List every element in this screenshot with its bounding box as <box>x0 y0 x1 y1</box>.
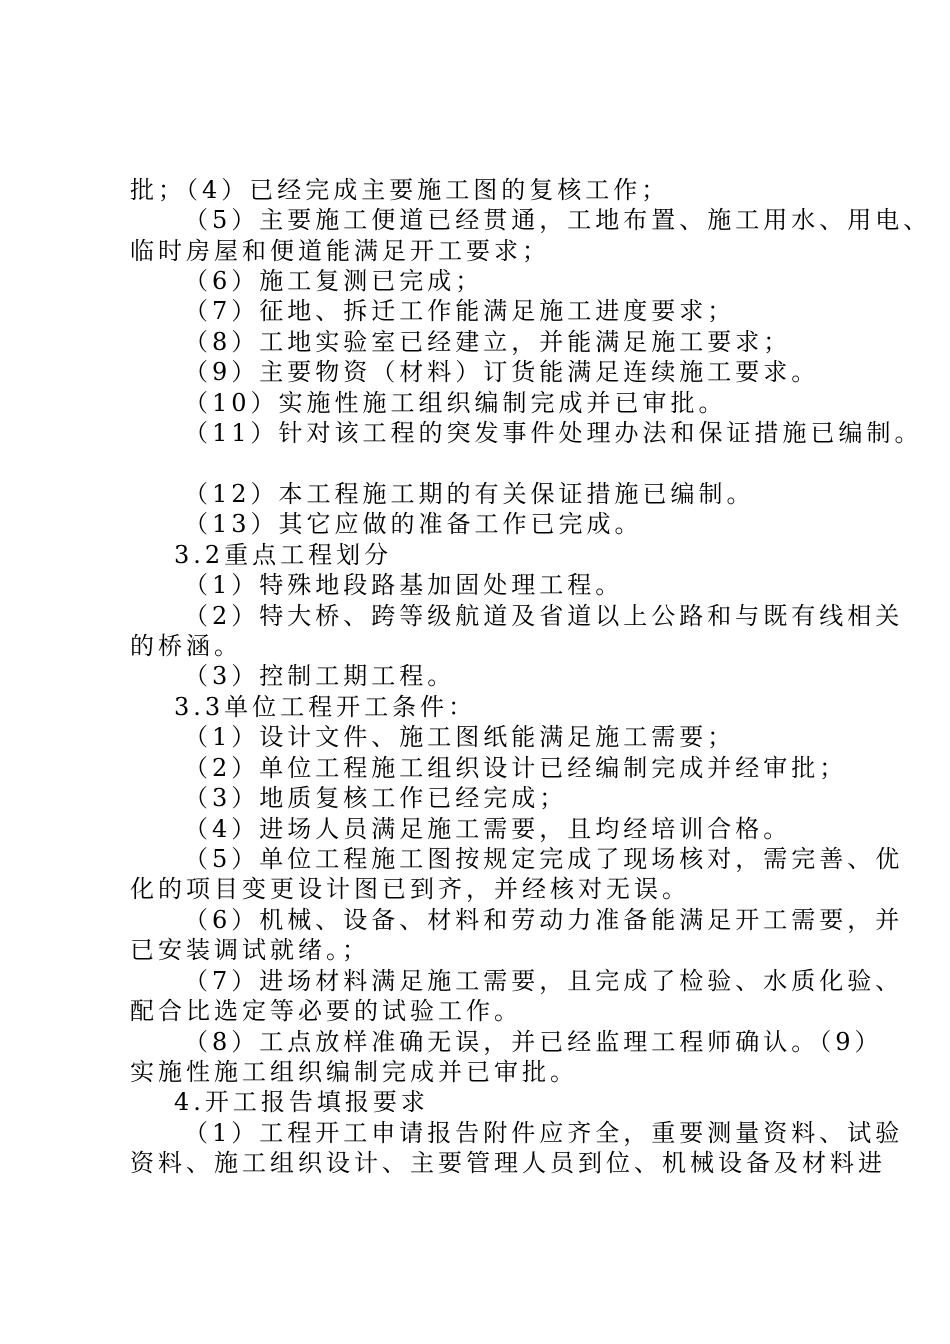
text-line: （7）进场材料满足施工需要，且完成了检验、水质化验、 <box>184 967 904 995</box>
text-line: （7）征地、拆迁工作能满足施工进度要求； <box>184 297 736 325</box>
text-line: 的桥涵。 <box>130 632 242 660</box>
text-line: （11）针对该工程的突发事件处理办法和保证措施已编制。 <box>184 419 923 447</box>
text-line: （3）地质复核工作已经完成； <box>184 784 568 812</box>
text-line: 资料、施工组织设计、主要管理人员到位、机械设备及材料进 <box>130 1149 886 1177</box>
text-line: （6）施工复测已完成； <box>184 267 484 295</box>
text-line: 化的项目变更设计图已到齐，并经核对无误。 <box>130 875 690 903</box>
text-line: （1）设计文件、施工图纸能满足施工需要； <box>184 723 736 751</box>
text-line: （5）主要施工便道已经贯通，工地布置、施工用水、用电、 <box>184 206 932 234</box>
text-line: （5）单位工程施工图按规定完成了现场核对，需完善、优 <box>184 845 904 873</box>
text-line: 已安装调试就绪。； <box>130 936 370 964</box>
text-line: 临时房屋和便道能满足开工要求； <box>130 237 550 265</box>
text-line: （12）本工程施工期的有关保证措施已编制。 <box>184 480 755 508</box>
text-line: （8）工地实验室已经建立，并能满足施工要求； <box>184 328 792 356</box>
text-line: （6）机械、设备、材料和劳动力准备能满足开工需要，并 <box>184 906 904 934</box>
text-line: （9）主要物资（材料）订货能满足连续施工要求。 <box>184 358 820 386</box>
text-line: （4）进场人员满足施工需要，且均经培训合格。 <box>184 815 792 843</box>
section-heading: 3.2重点工程划分 <box>174 541 393 569</box>
text-line: 批；（4）已经完成主要施工图的复核工作； <box>130 176 670 204</box>
section-heading: 4.开工报告填报要求 <box>174 1088 429 1116</box>
text-line: 实施性施工组织编制完成并已审批。 <box>130 1058 578 1086</box>
text-line: （8）工点放样准确无误，并已经监理工程师确认。（9） <box>184 1028 883 1056</box>
text-line: （1）特殊地段路基加固处理工程。 <box>184 571 624 599</box>
text-line: （2）特大桥、跨等级航道及省道以上公路和与既有线相关 <box>184 602 904 630</box>
text-line: （10）实施性施工组织编制完成并已审批。 <box>184 389 727 417</box>
text-line: 配合比选定等必要的试验工作。 <box>130 997 522 1025</box>
section-heading: 3.3单位工程开工条件： <box>174 693 477 721</box>
text-line: （3）控制工期工程。 <box>184 662 456 690</box>
text-line: （13）其它应做的准备工作已完成。 <box>184 510 643 538</box>
text-line: （2）单位工程施工组织设计已经编制完成并经审批； <box>184 754 848 782</box>
text-line: （1）工程开工申请报告附件应齐全，重要测量资料、试验 <box>184 1119 904 1147</box>
